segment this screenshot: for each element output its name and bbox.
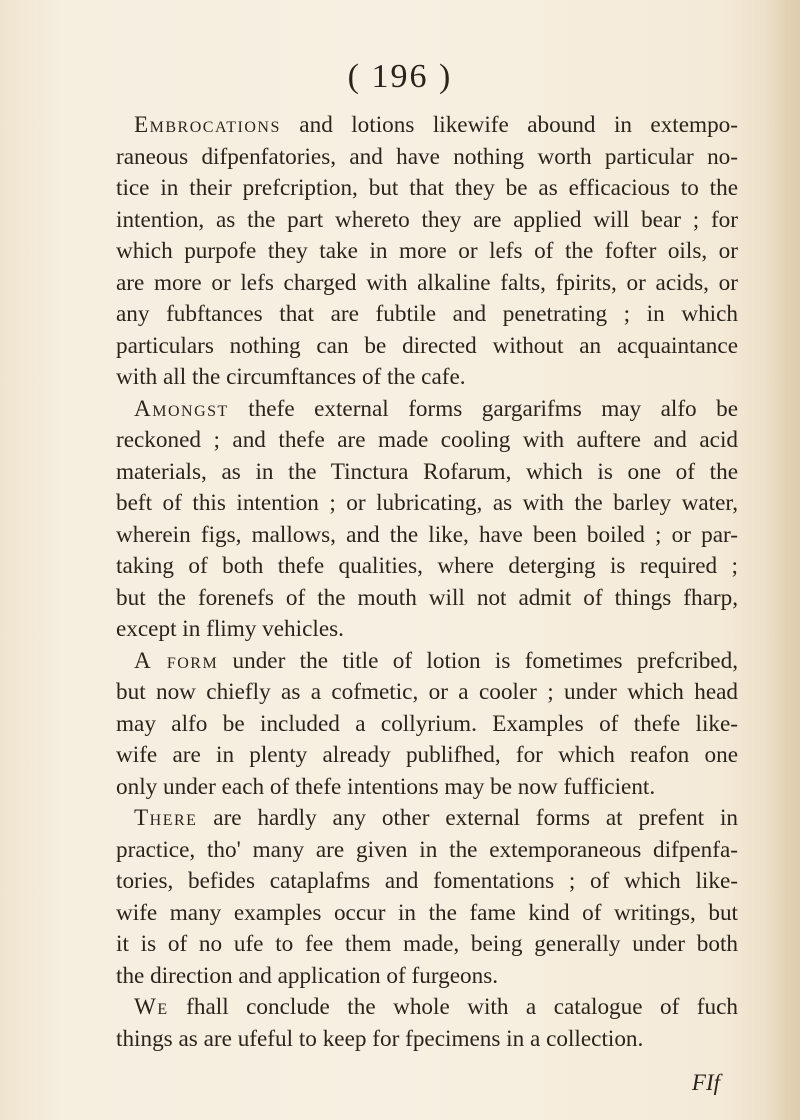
text-line: There are hardly any other external forms at prefent in (134, 805, 738, 831)
text-line: except in flimy vehicles. (116, 616, 344, 642)
text-line: raneous difpenfatories, and have nothing worth particular no- (116, 143, 738, 170)
paragraph-lead: There (134, 805, 198, 831)
text-line: Embrocations and lotions likewife abound in extempo- (134, 112, 738, 138)
text-line: are more or lefs charged with alkaline falts, fpirits, or acids, or (116, 269, 738, 296)
text-line: We fhall conclude the whole with a catalogue of fuch (134, 994, 738, 1020)
text-line: wife are in plenty already publifhed, for which reafon one (116, 742, 738, 768)
body-text (116, 110, 738, 1055)
text-line: beft of this intention ; or lubricating, as with the barley water, (116, 490, 738, 516)
text-line: materials, as in the Tinctura Rofarum, which is one of the (116, 458, 738, 485)
text-line: any fubftances that are fubtile and penetrating ; in which (116, 301, 738, 327)
text-line: only under each of thefe intentions may be now fufficient. (116, 773, 656, 800)
text-line: particulars nothing can be directed without an acquaintance (116, 332, 738, 359)
text-line: practice, tho' many are given in the extemporaneous difpenfa- (116, 836, 738, 863)
text-line: taking of both thefe qualities, where deterging is required ; (116, 553, 738, 579)
text-line: intention, as the part whereto they are applied will bear ; for (116, 206, 738, 233)
text-line: with all the circumftances of the cafe. (116, 364, 466, 390)
text-line: wherein figs, mallows, and the like, have been boiled ; or par- (116, 521, 738, 548)
catchword: FIf (691, 1070, 720, 1095)
page-edge-shadow (764, 0, 800, 1120)
text-line: wife many examples occur in the fame kind of writings, but (116, 899, 738, 926)
paragraph-lead: We (134, 994, 169, 1020)
text-line: the direction and application of furgeons. (116, 962, 499, 989)
text-line: but the forenefs of the mouth will not admit of things fharp, (116, 584, 738, 611)
text-line: Amongst thefe external forms gargarifms may alfo be (134, 395, 738, 422)
text-line: tories, befides cataplafms and fomentations ; of which like- (116, 868, 738, 894)
paragraph-lead: A form (134, 647, 219, 674)
text-line: tice in their prefcription, but that they be as efficacious to the (116, 175, 738, 201)
text-line: which purpofe they take in more or lefs of the fofter oils, or (116, 238, 738, 264)
page-number: ( 196 ) (347, 58, 453, 95)
paragraph-lead: Embrocations (134, 112, 281, 138)
text-line: things as are ufeful to keep for fpecimens in a collection. (116, 1025, 644, 1052)
paragraph-lead: Amongst (134, 395, 229, 422)
text-line: reckoned ; and thefe are made cooling with auftere and acid (116, 427, 738, 453)
text-line: A form under the title of lotion is fometimes prefcribed, (134, 647, 738, 674)
text-line: it is of no ufe to fee them made, being generally under both (116, 931, 738, 957)
text-line: may alfo be included a collyrium. Examples of thefe like- (116, 710, 738, 737)
text-line: but now chiefly as a cofmetic, or a cooler ; under which head (116, 679, 738, 705)
